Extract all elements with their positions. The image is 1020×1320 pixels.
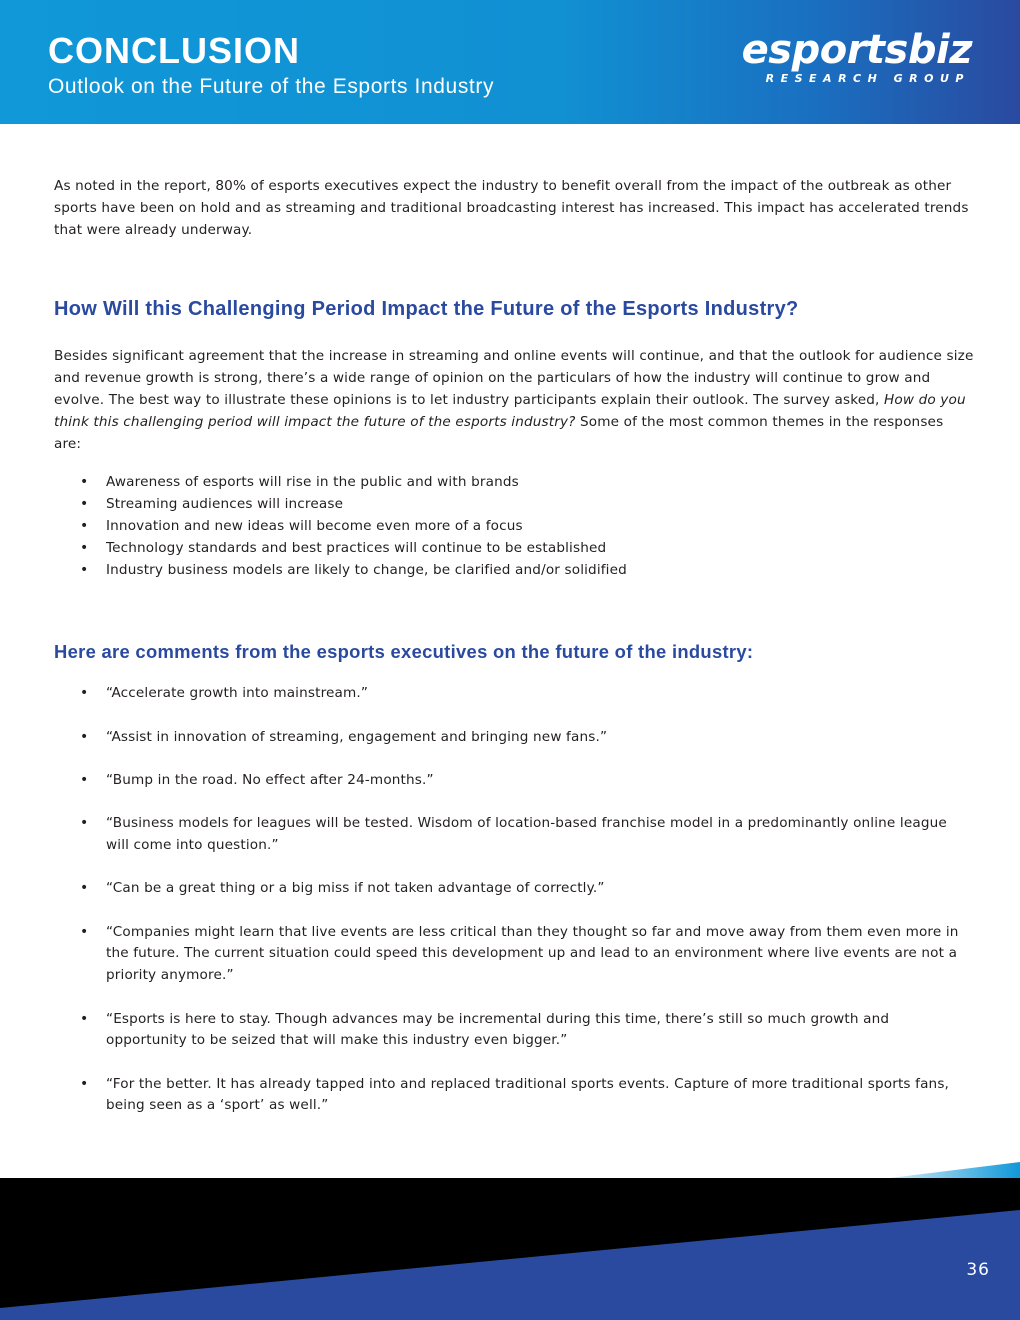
list-item: • “Can be a great thing or a big miss if not taken advantage of correctly.”	[54, 878, 974, 900]
section-heading-impact: How Will this Challenging Period Impact the Future of the Esports Industry?	[54, 298, 799, 321]
bullet-icon: •	[80, 561, 89, 578]
comments-list	[54, 683, 974, 1117]
bullet-icon: •	[80, 539, 89, 556]
page-number: 36	[966, 1260, 990, 1280]
bullet-icon: •	[80, 517, 89, 534]
footer-banner	[0, 1140, 1020, 1320]
list-item: • “Esports is here to stay. Though advances may be incremental during this time, there’s still so much growth and opportunity to be seized that will make this industry even bigger.”	[80, 1010, 890, 1049]
footer-cyan-stripe	[890, 1162, 1020, 1180]
list-item: • Streaming audiences will increase	[54, 494, 974, 516]
list-item: • “Business models for leagues will be tested. Wisdom of location-based franchise model in a predominantly online league will come into question.”	[80, 815, 947, 854]
list-item: • Innovation and new ideas will become even more of a focus	[54, 516, 974, 538]
list-item: • “Companies might learn that live events are less critical than they thought so far and move away from them even more in the future. The current situation could speed this development up and lead to an environment where live events are not a priority anymore.”	[80, 923, 959, 984]
themes-list	[54, 472, 974, 581]
bullet-icon: •	[80, 685, 89, 702]
bullet-icon: •	[80, 815, 89, 832]
bullet-icon: •	[80, 728, 89, 745]
section-paragraph-impact	[54, 346, 974, 455]
bullet-icon: •	[80, 1010, 89, 1027]
list-item: • Technology standards and best practices will continue to be established	[54, 538, 974, 560]
page-subtitle: Outlook on the Future of the Esports Industry	[48, 75, 495, 98]
bullet-icon: •	[80, 1075, 89, 1092]
survey-question: How do you think this challenging period will impact the future of the esports industry?	[54, 391, 966, 430]
logo-tagline: RESEARCH GROUP	[765, 72, 970, 85]
intro-paragraph: As noted in the report, 80% of esports executives expect the industry to benefit overall from the impact of the outbreak as other sports have been on hold and as streaming and traditional broadcasting interest has increased. This impact has accelerated trends that were already underway.	[54, 178, 969, 238]
paragraph-text: Besides significant agreement that the increase in streaming and online events will continue, and that the outlook for audience size and revenue growth is strong, there’s a wide range of opinion on the particulars of how the industry will continue to grow and evolve. The best way to illustrate these opinions is to let industry participants explain their outlook. The survey asked,	[54, 348, 974, 408]
section-heading-comments: Here are comments from the esports executives on the future of the industry:	[54, 641, 754, 663]
page-header	[0, 0, 1020, 124]
list-item: • “For the better. It has already tapped into and replaced traditional sports events. Capture of more traditional sports fans, being seen as a ‘sport’ as well.”	[80, 1075, 950, 1114]
paragraph-text: Some of the most common themes in the responses are:	[54, 413, 944, 452]
bullet-icon: •	[80, 496, 89, 513]
bullet-icon: •	[80, 923, 89, 940]
list-item: • Awareness of esports will rise in the public and with brands	[54, 472, 974, 494]
bullet-icon: •	[80, 880, 89, 897]
esportsbiz-logo: esportsbiz	[741, 27, 972, 73]
bullet-icon: •	[80, 771, 89, 788]
list-item: • “Assist in innovation of streaming, engagement and bringing new fans.”	[54, 727, 974, 749]
page-title: CONCLUSION	[48, 30, 300, 71]
list-item: • “Bump in the road. No effect after 24-months.”	[54, 770, 974, 792]
list-item: • “Accelerate growth into mainstream.”	[54, 683, 974, 705]
list-item: • Industry business models are likely to change, be clarified and/or solidified	[54, 560, 974, 582]
main-content	[54, 176, 974, 1139]
bullet-icon: •	[80, 474, 89, 491]
